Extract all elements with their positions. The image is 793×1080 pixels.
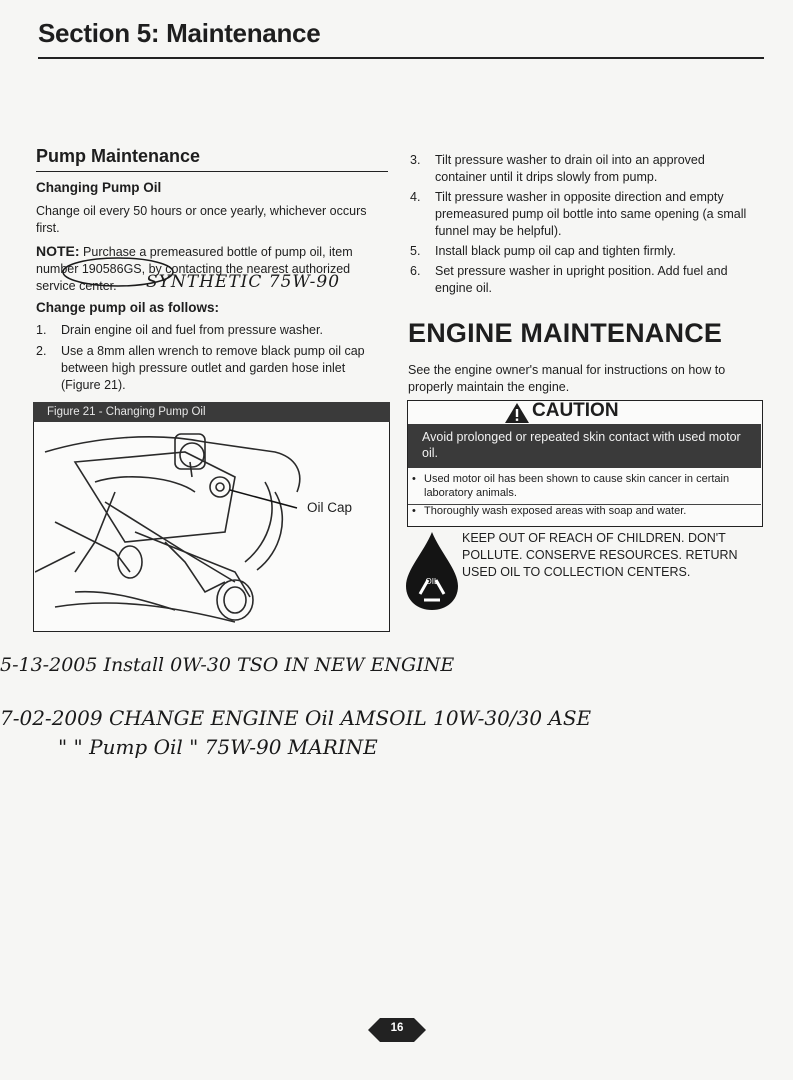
list-item: 6. Set pressure washer in upright position. Add fuel and engine oil. <box>410 264 728 295</box>
handwritten-circle <box>60 254 180 290</box>
pump-heading-rule <box>36 171 388 172</box>
note-label: NOTE: <box>36 243 80 259</box>
list-item: 5. Install black pump oil cap and tighten firmly. <box>410 244 676 258</box>
oil-label: OIL <box>425 577 439 586</box>
caution-bullet-list <box>410 472 755 518</box>
right-steps-list <box>410 152 755 300</box>
section-title: Section 5: Maintenance <box>38 18 321 48</box>
figure-caption: Figure 21 - Changing Pump Oil <box>33 402 390 422</box>
list-item: 3. Tilt pressure washer to drain oil into an approved container until it drips slowly from pump. <box>410 153 705 184</box>
caution-divider <box>408 504 761 505</box>
keep-out-of-reach-text: KEEP OUT OF REACH OF CHILDREN. DON'T POLLUTE. CONSERVE RESOURCES. RETURN USED OIL TO COLLECTION CENTERS. <box>462 531 738 579</box>
engine-maintenance-text: See the engine owner's manual for instructions on how to properly maintain the engine. <box>408 363 726 394</box>
oil-drop-recycle-icon <box>404 530 460 612</box>
handwritten-log-line-2: 7-02-2009 CHANGE ENGINE Oil AMSOIL 10W-30/30 ASE <box>0 706 592 730</box>
list-item: • Used motor oil has been shown to cause skin cancer in certain laboratory animals. <box>412 473 730 499</box>
caution-band-text: Avoid prolonged or repeated skin contact with used motor oil. <box>408 424 761 468</box>
left-steps-list <box>36 322 388 398</box>
section-rule <box>38 57 764 59</box>
engine-maintenance-heading: ENGINE MAINTENANCE <box>408 318 723 348</box>
caution-title: CAUTION <box>532 400 619 421</box>
page-number: 16 <box>390 1022 404 1034</box>
list-item: 4. Tilt pressure washer in opposite direction and empty premeasured pump oil bottle into same opening (a small funnel may be helpful). <box>410 190 747 238</box>
changing-pump-oil-heading: Changing Pump Oil <box>36 180 162 195</box>
handwritten-log-line-1: 5-13-2005 Install 0W-30 TSO IN NEW ENGINE <box>0 654 455 676</box>
pump-illustration <box>35 422 387 628</box>
list-item: • Thoroughly wash exposed areas with soap and water. <box>412 505 687 517</box>
change-interval-text: Change oil every 50 hours or once yearly, whichever occurs first. <box>36 204 367 235</box>
handwritten-log-line-3: " " Pump Oil " 75W-90 MARINE <box>58 735 378 759</box>
list-item: 2. Use a 8mm allen wrench to remove black pump oil cap between high pressure outlet and garden hose inlet (Figure 21). <box>36 344 365 392</box>
warning-triangle-icon <box>504 402 530 424</box>
pump-maintenance-heading: Pump Maintenance <box>36 146 201 166</box>
change-follows-heading: Change pump oil as follows: <box>36 300 220 315</box>
list-item: 1. Drain engine oil and fuel from pressure washer. <box>36 323 323 337</box>
note-text: Purchase a premeasured bottle of pump oil, item number 190586GS, by contacting the nearest authorized service center. <box>36 245 353 293</box>
handwritten-synthetic-note: SYNTHETIC 75W-90 <box>146 272 341 292</box>
oil-cap-callout: Oil Cap <box>307 500 353 515</box>
